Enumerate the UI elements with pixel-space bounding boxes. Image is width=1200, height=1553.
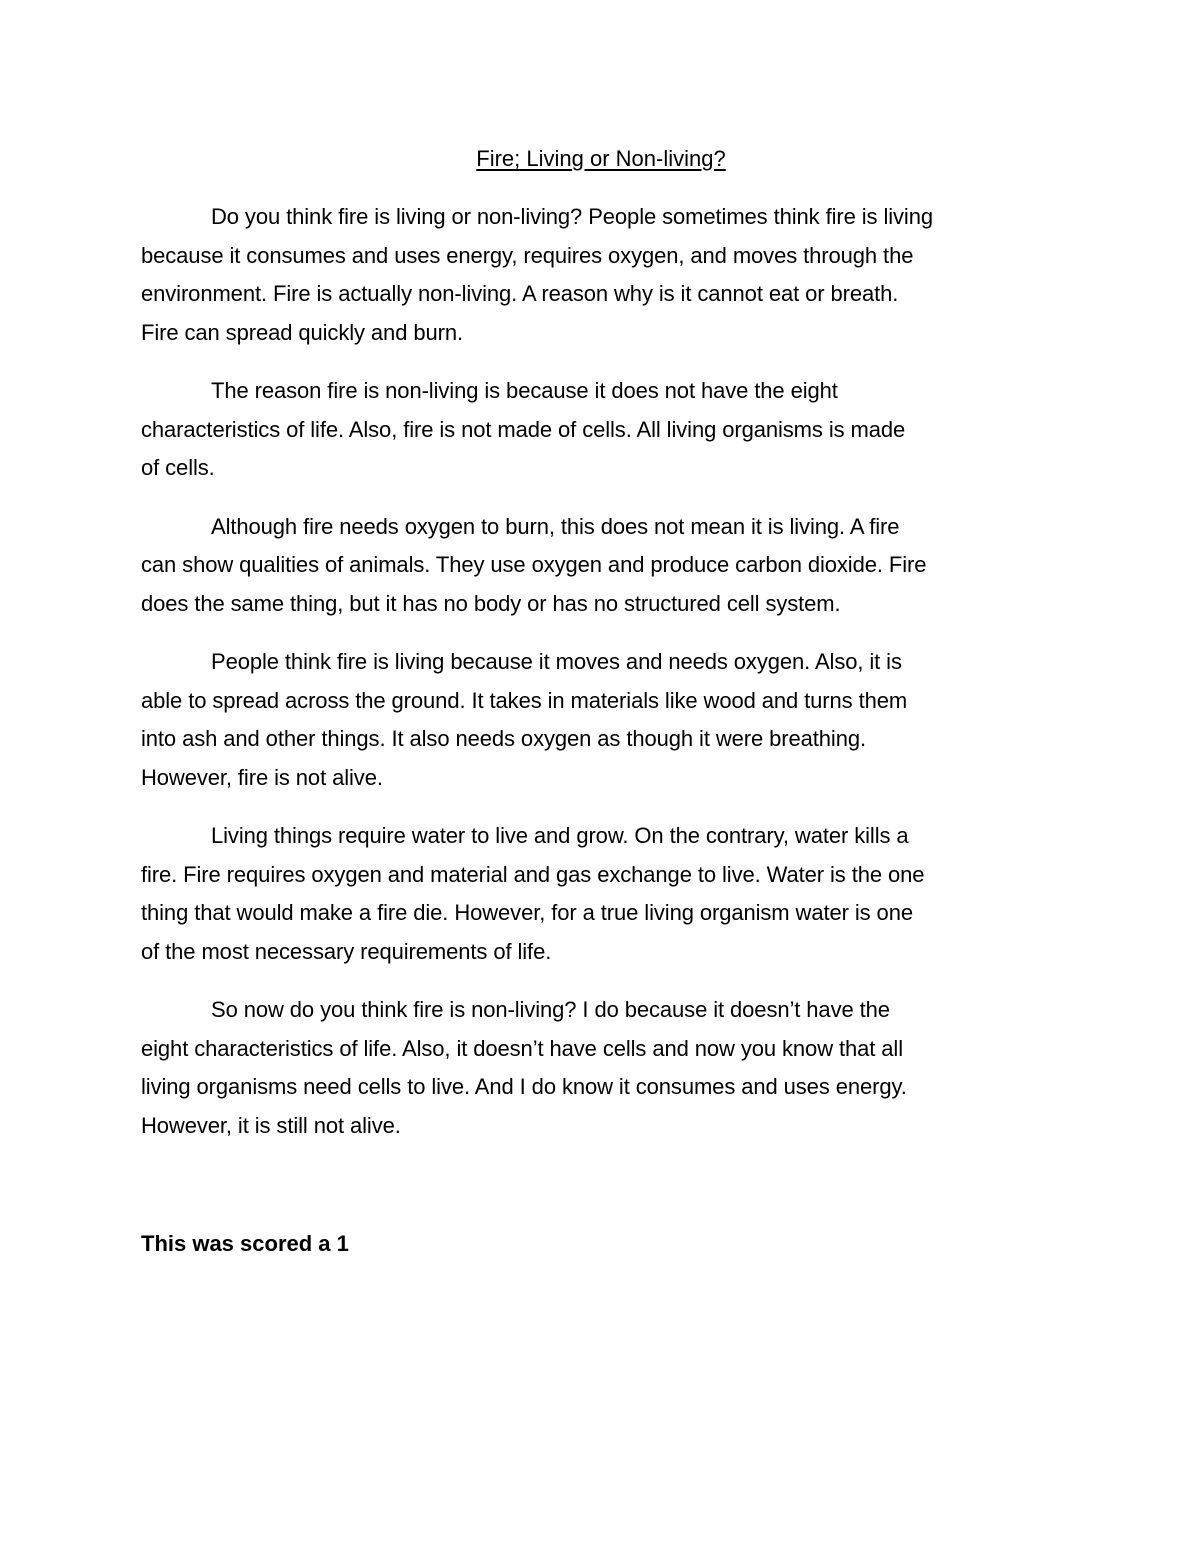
paragraph-line: environment. Fire is actually non-living. A reason why is it cannot eat or breath. xyxy=(141,281,899,306)
paragraph-2 xyxy=(141,372,1061,488)
document-title: Fire; Living or Non-living? xyxy=(476,146,726,171)
paragraph-6 xyxy=(141,991,1061,1145)
paragraph-line: Fire can spread quickly and burn. xyxy=(141,319,463,345)
paragraph-1 xyxy=(141,198,1061,352)
paragraph-line: However, it is still not alive. xyxy=(141,1112,401,1138)
paragraph-line: Although fire needs oxygen to burn, this does not mean it is living. A fire xyxy=(211,513,900,539)
paragraph-line: However, fire is not alive. xyxy=(141,764,383,790)
paragraph-line: into ash and other things. It also needs oxygen as though it were breathing. xyxy=(141,726,866,751)
paragraph-line: does the same thing, but it has no body or has no structured cell system. xyxy=(141,590,841,616)
paragraph-3 xyxy=(141,508,1061,624)
paragraph-line: because it consumes and uses energy, requires oxygen, and moves through the xyxy=(141,242,914,268)
paragraph-4 xyxy=(141,643,1061,797)
paragraph-line: Do you think fire is living or non-living? People sometimes think fire is living xyxy=(211,204,933,229)
paragraph-line: living organisms need cells to live. And I do know it consumes and uses energy. xyxy=(141,1074,907,1099)
paragraph-line: able to spread across the ground. It takes in materials like wood and turns them xyxy=(141,687,908,713)
paragraph-line: Living things require water to live and grow. On the contrary, water kills a xyxy=(211,823,909,848)
paragraph-line: of the most necessary requirements of life. xyxy=(141,938,552,964)
paragraph-line: can show qualities of animals. They use oxygen and produce carbon dioxide. Fire xyxy=(141,552,927,577)
paragraph-line: characteristics of life. Also, fire is not made of cells. All living organisms is made xyxy=(141,416,906,442)
paragraph-line: The reason fire is non-living is because it does not have the eight xyxy=(211,378,838,403)
paragraph-line: So now do you think fire is non-living? I do because it doesn’t have the xyxy=(211,997,890,1022)
paragraph-line: People think fire is living because it moves and needs oxygen. Also, it is xyxy=(211,649,902,674)
paragraph-line: of cells. xyxy=(141,455,215,480)
paragraph-line: eight characteristics of life. Also, it doesn’t have cells and now you know that all xyxy=(141,1035,904,1061)
document-body xyxy=(141,140,1061,1165)
paragraph-line: thing that would make a fire die. However, for a true living organism water is one xyxy=(141,900,913,925)
score-note: This was scored a 1 xyxy=(141,1231,349,1256)
paragraph-line: fire. Fire requires oxygen and material and gas exchange to live. Water is the one xyxy=(141,861,925,887)
paragraph-5 xyxy=(141,817,1061,971)
